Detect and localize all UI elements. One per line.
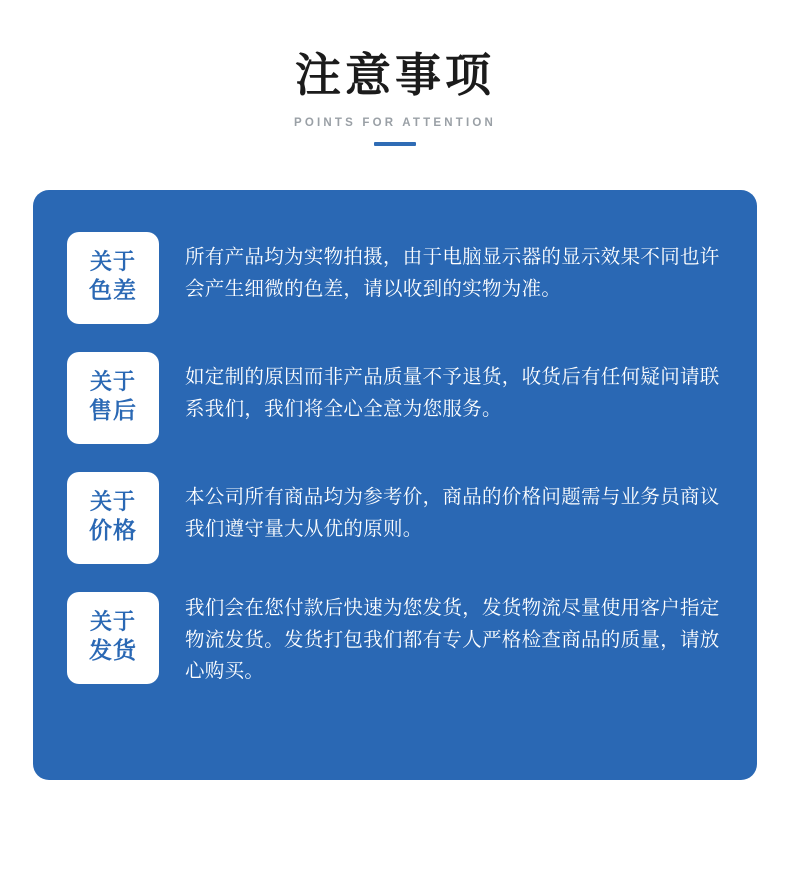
notice-tag-line2: 售后 [89,397,137,424]
notice-tag-line2: 发货 [89,637,137,664]
page-header [0,0,790,146]
notice-tag-color-difference [67,232,159,324]
page-title: 注意事项 [295,48,495,102]
notice-text-after-sales: 如定制的原因而非产品质量不予退货，收货后有任何疑问请联系我们，我们将全心全意为您服务。 [185,365,720,420]
notice-tag-line2: 色差 [89,277,137,304]
title-underline-divider [374,142,416,146]
notice-tag-price [67,472,159,564]
notice-tag-line2: 价格 [89,517,137,544]
notice-text-color-difference: 所有产品均为实物拍摄，由于电脑显示器的显示效果不同也许会产生细微的色差，请以收到的实物为准。 [185,245,720,300]
notice-tag-shipping [67,592,159,684]
notice-tag-after-sales [67,352,159,444]
notice-item-price [67,472,723,564]
notice-text-shipping: 我们会在您付款后快速为您发货，发货物流尽量使用客户指定物流发货。发货打包我们都有专人严格检查商品的质量，请放心购买。 [185,596,720,683]
notice-tag-line1: 关于 [89,370,136,396]
notice-tag-line1: 关于 [89,490,136,516]
notice-tag-line1: 关于 [89,610,136,636]
notices-card [33,190,757,780]
notice-tag-line1: 关于 [89,250,136,276]
notice-item-after-sales [67,352,723,444]
notice-item-shipping [67,592,723,687]
page-subtitle: POINTS FOR ATTENTION [294,117,496,130]
notice-text-price: 本公司所有商品均为参考价，商品的价格问题需与业务员商议我们遵守量大从优的原则。 [185,485,720,540]
notice-item-color-difference [67,232,723,324]
